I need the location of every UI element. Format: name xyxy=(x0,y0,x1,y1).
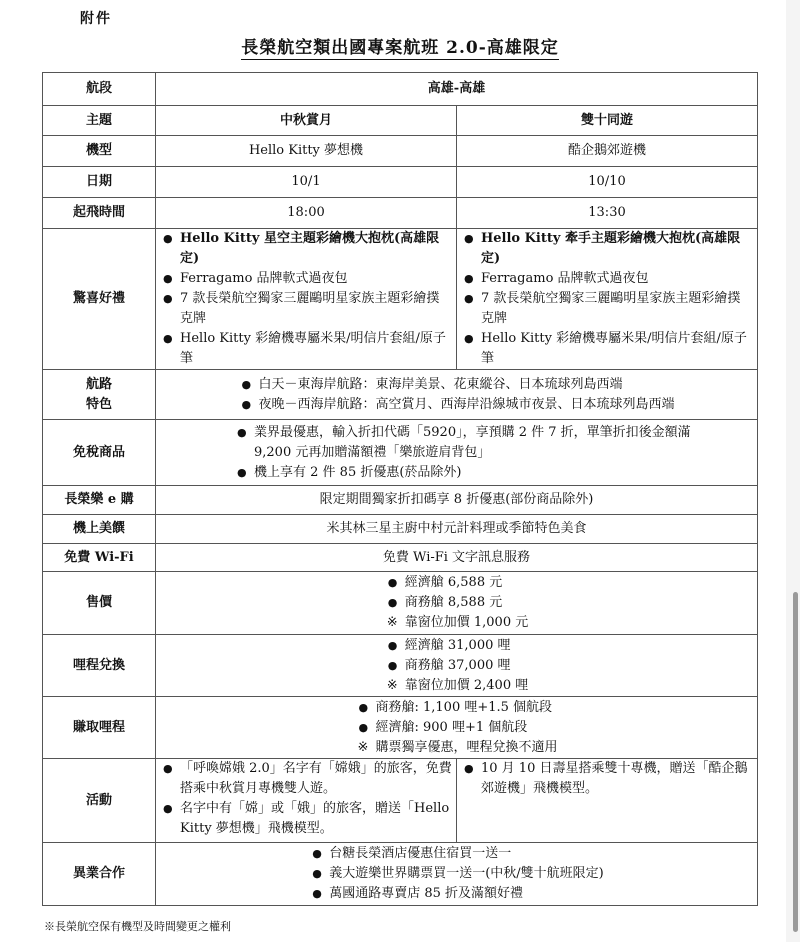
flight-route-label-line1: 航路 xyxy=(85,376,112,392)
miles-earn-row xyxy=(43,697,758,759)
list-item: ● 經濟艙 31,000 哩 xyxy=(385,636,528,656)
meal-value: 米其林三星主廚中村元計料理或季節特色美食 xyxy=(156,515,758,544)
list-item: ● 名字中有「嫦」或「娥」的旅客，贈送「Hello Kitty 夢想機」飛機模型。 xyxy=(160,799,452,839)
theme-left: 中秋賞月 xyxy=(156,106,457,136)
aircraft-left: Hello Kitty 夢想機 xyxy=(156,136,457,167)
meal-label: 機上美饌 xyxy=(43,515,156,544)
vertical-scrollbar[interactable] xyxy=(793,592,798,932)
project-flight-table xyxy=(42,72,758,906)
departure-right: 13:30 xyxy=(457,198,758,229)
date-left: 10/1 xyxy=(156,167,457,198)
list-item: ● 夜晚－西海岸航路：高空賞月、西海岸沿線城市夜景、日本琉球列島西端 xyxy=(238,395,674,415)
list-item: ● Hello Kitty 星空主題彩繪機大抱枕(高雄限定) xyxy=(160,229,452,269)
list-note: ※ 購票獨享優惠，哩程兌換不適用 xyxy=(355,738,557,758)
miles-earn-cell xyxy=(156,697,758,759)
theme-right: 雙十同遊 xyxy=(457,106,758,136)
route-label: 航段 xyxy=(43,73,156,106)
list-item: ● 商務艙 8,588 元 xyxy=(385,593,528,613)
departure-row xyxy=(43,198,758,229)
price-row xyxy=(43,572,758,635)
list-item: ● Hello Kitty 牽手主題彩繪機大抱枕(高雄限定) xyxy=(461,229,753,269)
flight-route-row xyxy=(43,370,758,420)
document-title xyxy=(0,33,800,58)
price-cell xyxy=(156,572,758,635)
list-item: ● 業界最優惠，輸入折扣代碼「5920」，享預購 2 件 7 折，單筆折扣後金額滿 9,200 元再加贈滿額禮「樂旅遊肩背包」 xyxy=(234,423,717,463)
departure-label: 起飛時間 xyxy=(43,198,156,229)
miles-redeem-cell xyxy=(156,635,758,697)
gifts-row xyxy=(43,229,758,370)
departure-left: 18:00 xyxy=(156,198,457,229)
duty-free-label: 免稅商品 xyxy=(43,420,156,486)
flight-route-label-line2: 特色 xyxy=(85,396,112,412)
duty-free-cell xyxy=(156,420,758,486)
list-item: ● 商務艙 37,000 哩 xyxy=(385,656,528,676)
gifts-right-cell xyxy=(457,229,758,370)
aircraft-row xyxy=(43,136,758,167)
list-item: ● 「呼喚嫦娥 2.0」名字有「嫦娥」的旅客，免費搭乘中秋賞月專機雙人遊。 xyxy=(160,759,452,799)
partners-row xyxy=(43,843,758,906)
list-note: ※ 靠窗位加價 1,000 元 xyxy=(385,613,528,633)
aircraft-label: 機型 xyxy=(43,136,156,167)
flight-route-label xyxy=(43,370,156,420)
events-row xyxy=(43,759,758,843)
gifts-label: 驚喜好禮 xyxy=(43,229,156,370)
theme-label: 主題 xyxy=(43,106,156,136)
miles-redeem-row xyxy=(43,635,758,697)
list-item: ● 萬國通路專賣店 85 折及滿額好禮 xyxy=(309,884,604,904)
events-left-cell xyxy=(156,759,457,843)
eshop-row xyxy=(43,486,758,515)
list-item: ● 7 款長榮航空獨家三麗鷗明星家族主題彩繪撲克牌 xyxy=(160,289,452,329)
wifi-value: 免費 Wi-Fi 文字訊息服務 xyxy=(156,544,758,572)
theme-row xyxy=(43,106,758,136)
events-label: 活動 xyxy=(43,759,156,843)
list-item: ● 機上享有 2 件 85 折優惠(菸品除外) xyxy=(234,463,717,483)
eshop-value: 限定期間獨家折扣碼享 8 折優惠(部份商品除外) xyxy=(156,486,758,515)
list-item: ● 10 月 10 日壽星搭乘雙十專機，贈送「酷企鵝郊遊機」飛機模型。 xyxy=(461,759,753,799)
route-value: 高雄-高雄 xyxy=(156,73,758,106)
date-right: 10/10 xyxy=(457,167,758,198)
list-item: ● Hello Kitty 彩繪機專屬米果/明信片套組/原子筆 xyxy=(160,329,452,369)
list-item: ● Ferragamo 品牌軟式過夜包 xyxy=(160,269,452,289)
list-item: ● 商務艙: 1,100 哩+1.5 個航段 xyxy=(355,698,557,718)
list-item: ● Ferragamo 品牌軟式過夜包 xyxy=(461,269,753,289)
list-item: ● 經濟艙 6,588 元 xyxy=(385,573,528,593)
route-row xyxy=(43,73,758,106)
list-note: ※ 靠窗位加價 2,400 哩 xyxy=(385,676,528,696)
list-item: ● 7 款長榮航空獨家三麗鷗明星家族主題彩繪撲克牌 xyxy=(461,289,753,329)
wifi-label: 免費 Wi-Fi xyxy=(43,544,156,572)
gifts-left-cell xyxy=(156,229,457,370)
document-title-text: 長榮航空類出國專案航班 2.0-高雄限定 xyxy=(241,38,559,58)
list-item: ● 白天－東海岸航路：東海岸美景、花東縱谷、日本琉球列島西端 xyxy=(238,375,674,395)
miles-earn-label: 賺取哩程 xyxy=(43,697,156,759)
wifi-row xyxy=(43,544,758,572)
price-label: 售價 xyxy=(43,572,156,635)
aircraft-right: 酷企鵝郊遊機 xyxy=(457,136,758,167)
meal-row xyxy=(43,515,758,544)
list-item: ● Hello Kitty 彩繪機專屬米果/明信片套組/原子筆 xyxy=(461,329,753,369)
events-right-cell xyxy=(457,759,758,843)
eshop-label: 長榮樂 e 購 xyxy=(43,486,156,515)
date-label: 日期 xyxy=(43,167,156,198)
flight-route-cell xyxy=(156,370,758,420)
list-item: ● 經濟艙: 900 哩+1 個航段 xyxy=(355,718,557,738)
miles-redeem-label: 哩程兌換 xyxy=(43,635,156,697)
attachment-label: 附件 xyxy=(80,11,112,27)
partners-label: 異業合作 xyxy=(43,843,156,906)
list-item: ● 義大遊樂世界購票買一送一(中秋/雙十航班限定) xyxy=(309,864,604,884)
partners-cell xyxy=(156,843,758,906)
duty-free-row xyxy=(43,420,758,486)
footnote: ※長榮航空保有機型及時間變更之權利 xyxy=(44,920,231,933)
list-item: ● 台糖長榮酒店優惠住宿買一送一 xyxy=(309,844,604,864)
date-row xyxy=(43,167,758,198)
